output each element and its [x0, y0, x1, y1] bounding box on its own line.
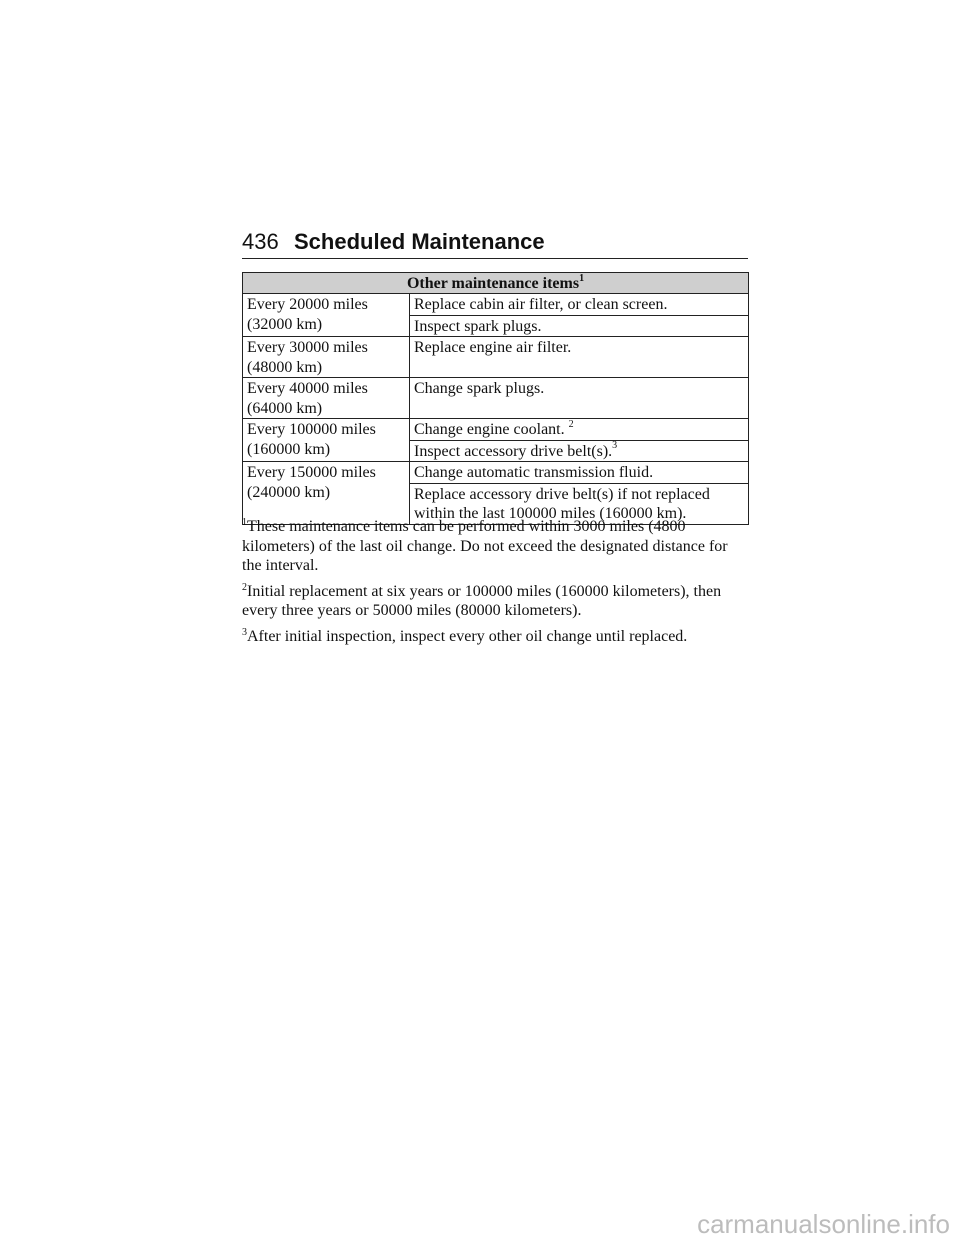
interval-cell	[243, 294, 410, 337]
task-text: Change engine coolant.	[414, 421, 569, 438]
table-row	[243, 294, 749, 316]
task-cell	[410, 315, 749, 337]
footnote-1	[242, 517, 748, 576]
task-text: Inspect spark plugs.	[414, 317, 542, 335]
table-title-footnote-mark: 1	[579, 272, 585, 284]
footnotes	[242, 517, 748, 652]
task-text: Replace engine air filter.	[414, 339, 572, 356]
interval-km: (48000 km)	[247, 358, 323, 376]
interval-miles: Every 150000 miles	[247, 464, 376, 481]
interval-km: (32000 km)	[247, 315, 323, 333]
interval-cell	[243, 378, 410, 419]
table-row	[243, 419, 749, 441]
interval-km: (240000 km)	[247, 483, 331, 501]
table-title	[243, 273, 749, 294]
task-text: Replace cabin air filter, or clean screen.	[414, 296, 668, 313]
task-cell	[410, 337, 749, 378]
task-footnote-mark: 2	[568, 418, 574, 430]
task-cell	[410, 294, 749, 316]
footnote-3	[242, 627, 748, 647]
interval-miles: Every 40000 miles	[247, 380, 368, 397]
footnote-mark: 3	[242, 626, 247, 638]
interval-cell	[243, 462, 410, 525]
table-row	[243, 337, 749, 378]
footnote-mark: 1	[242, 517, 247, 528]
maintenance-table	[242, 272, 749, 525]
task-cell	[410, 378, 749, 419]
interval-km: (64000 km)	[247, 399, 323, 417]
footnote-2	[242, 582, 748, 621]
table-row	[243, 462, 749, 484]
table-title-text: Other maintenance items	[406, 275, 580, 292]
footnote-mark: 2	[242, 581, 247, 593]
task-text: Replace accessory drive belt(s) if not replaced within the last 100000 miles (160000 km).	[414, 485, 710, 522]
watermark: carmanualsonline.info	[697, 1209, 950, 1239]
interval-cell	[243, 337, 410, 378]
table-row	[243, 378, 749, 419]
interval-miles: Every 30000 miles	[247, 339, 368, 356]
task-cell	[410, 440, 749, 462]
interval-miles: Every 20000 miles	[247, 296, 368, 313]
interval-cell	[243, 419, 410, 462]
footnote-text: After initial inspection, inspect every other oil change until replaced.	[247, 627, 688, 645]
task-footnote-mark: 3	[612, 440, 618, 452]
task-cell	[410, 462, 749, 484]
page-number: 436	[242, 229, 279, 254]
footnote-text: Initial replacement at six years or 100000 miles (160000 kilometers), then every three years or 50000 miles (80000 kilometers).	[242, 582, 722, 619]
task-text: Change spark plugs.	[414, 380, 545, 397]
footnote-text: These maintenance items can be performed within 3000 miles (4800 kilometers) of the last oil change. Do not exceed the designated distance for the interval.	[242, 518, 728, 574]
page-header	[242, 228, 748, 259]
interval-miles: Every 100000 miles	[247, 421, 376, 438]
task-cell	[410, 419, 749, 441]
task-text: Inspect accessory drive belt(s).	[414, 442, 613, 460]
task-text: Change automatic transmission fluid.	[414, 464, 654, 481]
interval-km: (160000 km)	[247, 440, 331, 458]
page-title: Scheduled Maintenance	[294, 229, 545, 254]
